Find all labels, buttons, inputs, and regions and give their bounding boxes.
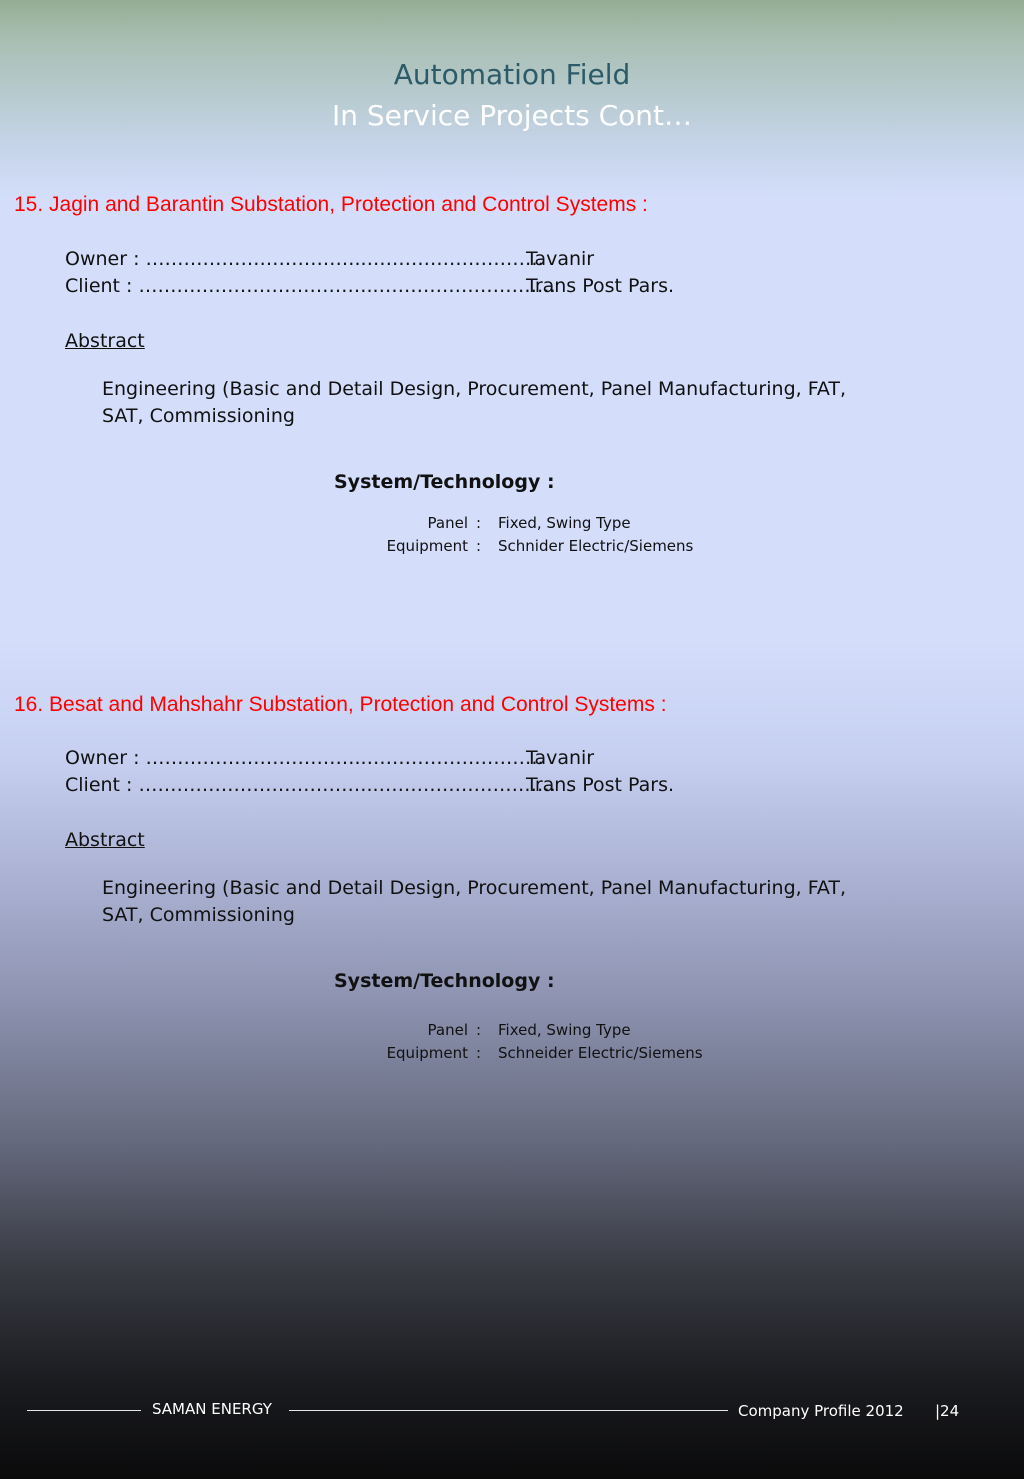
client-value: Trans Post Pars. [526, 275, 675, 297]
owner-value: Tavanir [526, 248, 595, 270]
project-heading: 16. Besat and Mahshahr Substation, Protection and Control Systems : [14, 693, 667, 716]
page-subtitle: In Service Projects Cont… [332, 99, 692, 132]
panel-value: Fixed, Swing Type [498, 1021, 631, 1039]
owner-value: Tavanir [526, 747, 595, 769]
equipment-label: Equipment [386, 1044, 468, 1062]
panel-label: Panel [427, 514, 468, 532]
project-heading: 15. Jagin and Barantin Substation, Protection and Control Systems : [14, 193, 648, 216]
abstract-text: Engineering (Basic and Detail Design, Procurement, Panel Manufacturing, FAT, SAT, Commissioning [102, 877, 847, 926]
system-technology-label: System/Technology : [334, 471, 555, 493]
client-value: Trans Post Pars. [526, 774, 675, 796]
client-label: Client : ………………………………..………………………. [65, 774, 556, 796]
page-title: Automation Field [393, 58, 631, 91]
abstract-label: Abstract [65, 330, 145, 352]
panel-label: Panel [427, 1021, 468, 1039]
owner-label: Owner : ……………………………..………………………. [65, 747, 544, 769]
footer-profile: Company Profile 2012 [738, 1402, 904, 1420]
equipment-value: Schnider Electric/Siemens [498, 537, 694, 555]
abstract-label: Abstract [65, 829, 145, 851]
panel-separator: : [476, 514, 482, 532]
client-label: Client : ………………………………..………………………. [65, 275, 556, 297]
owner-label: Owner : ……………………………..………………………. [65, 248, 544, 270]
equipment-separator: : [476, 1044, 482, 1062]
equipment-label: Equipment [386, 537, 468, 555]
footer-company-name: SAMAN ENERGY [152, 1400, 272, 1418]
abstract-text: Engineering (Basic and Detail Design, Procurement, Panel Manufacturing, FAT, SAT, Commissioning [102, 378, 847, 427]
footer-divider-right [289, 1410, 728, 1411]
equipment-separator: : [476, 537, 482, 555]
system-technology-label: System/Technology : [334, 970, 555, 992]
panel-separator: : [476, 1021, 482, 1039]
page-number: |24 [935, 1402, 960, 1420]
equipment-value: Schneider Electric/Siemens [498, 1044, 703, 1062]
panel-value: Fixed, Swing Type [498, 514, 631, 532]
footer-divider-left [27, 1410, 141, 1411]
